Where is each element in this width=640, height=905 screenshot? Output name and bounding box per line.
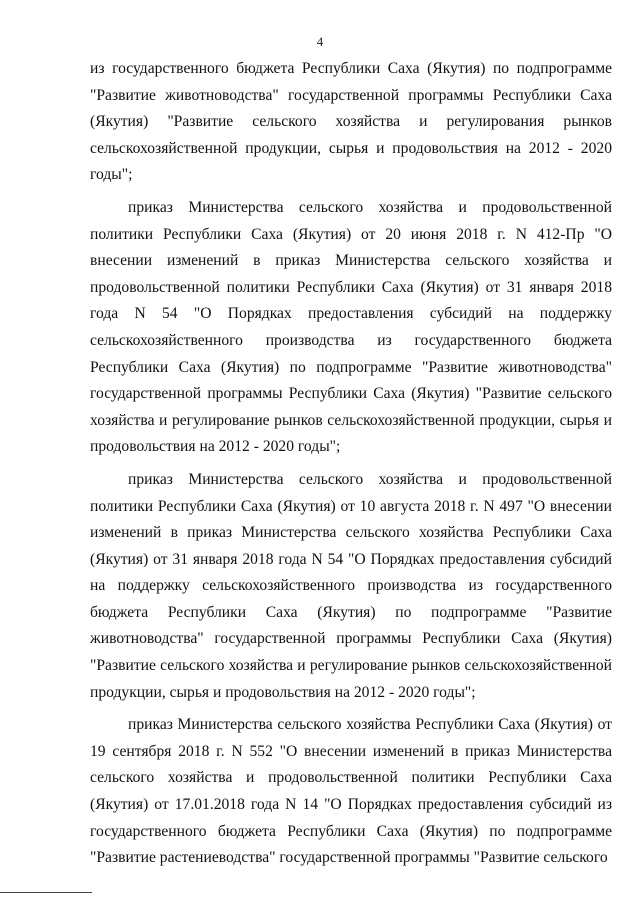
paragraph-continuation: из государственного бюджета Республики Саха (Якутия) по подпрограмме "Развитие животноводства" государственной программы Республики Саха (Якутия) "Развитие сельского хозяйства и регулирования рынков сельскохозяйственной продукции, сырья и продовольствия на 2012 - 2020 годы"; <box>90 60 612 184</box>
paragraph-order-552: приказ Министерства сельского хозяйства Республики Саха (Якутия) от 19 сентября 2018 г. N 552 "О внесении изменений в приказ Министерства сельского хозяйства и продовольственной политики Республики Саха (Якутия) от 17.01.2018 года N 14 "О Порядках предоставления субсидий из государственного бюджета Республики Саха (Якутия) по подпрограмме "Развитие растениеводства" государственной программы "Развитие сельского <box>90 716 612 867</box>
paragraph-order-412: приказ Министерства сельского хозяйства и продовольственной политики Республики Саха (Якутия) от 20 июня 2018 г. N 412-Пр "О внесении изменений в приказ Министерства сельского хозяйства и продовольственной политики Республики Саха (Якутия) от 31 января 2018 года N 54 "О Порядках предоставления субсидий на поддержку сельскохозяйственного производства из государственного бюджета Республики Саха (Якутия) по подпрограмме "Развитие животноводства" государственной программы Республики Саха (Якутия) "Развитие сельского хозяйства и регулирование рынков сельскохозяйственной продукции, сырья и продовольствия на 2012 - 2020 годы"; <box>90 198 612 456</box>
footer-divider <box>0 892 92 893</box>
document-body <box>90 56 612 878</box>
page-number: 4 <box>316 34 324 49</box>
paragraph-order-497: приказ Министерства сельского хозяйства и продовольственной политики Республики Саха (Якутия) от 10 августа 2018 г. N 497 "О внесении изменений в приказ Министерства сельского хозяйства Республики Саха (Якутия) от 31 января 2018 года N 54 "О Порядках предоставления субсидий на поддержку сельскохозяйственного производства из государственного бюджета Республики Саха (Якутия) по подпрограмме "Развитие животноводства" государственной программы Республики Саха (Якутия) "Развитие сельского хозяйства и регулирование рынков сельскохозяйственной продукции, сырья и продовольствия на 2012 - 2020 годы"; <box>90 470 612 701</box>
